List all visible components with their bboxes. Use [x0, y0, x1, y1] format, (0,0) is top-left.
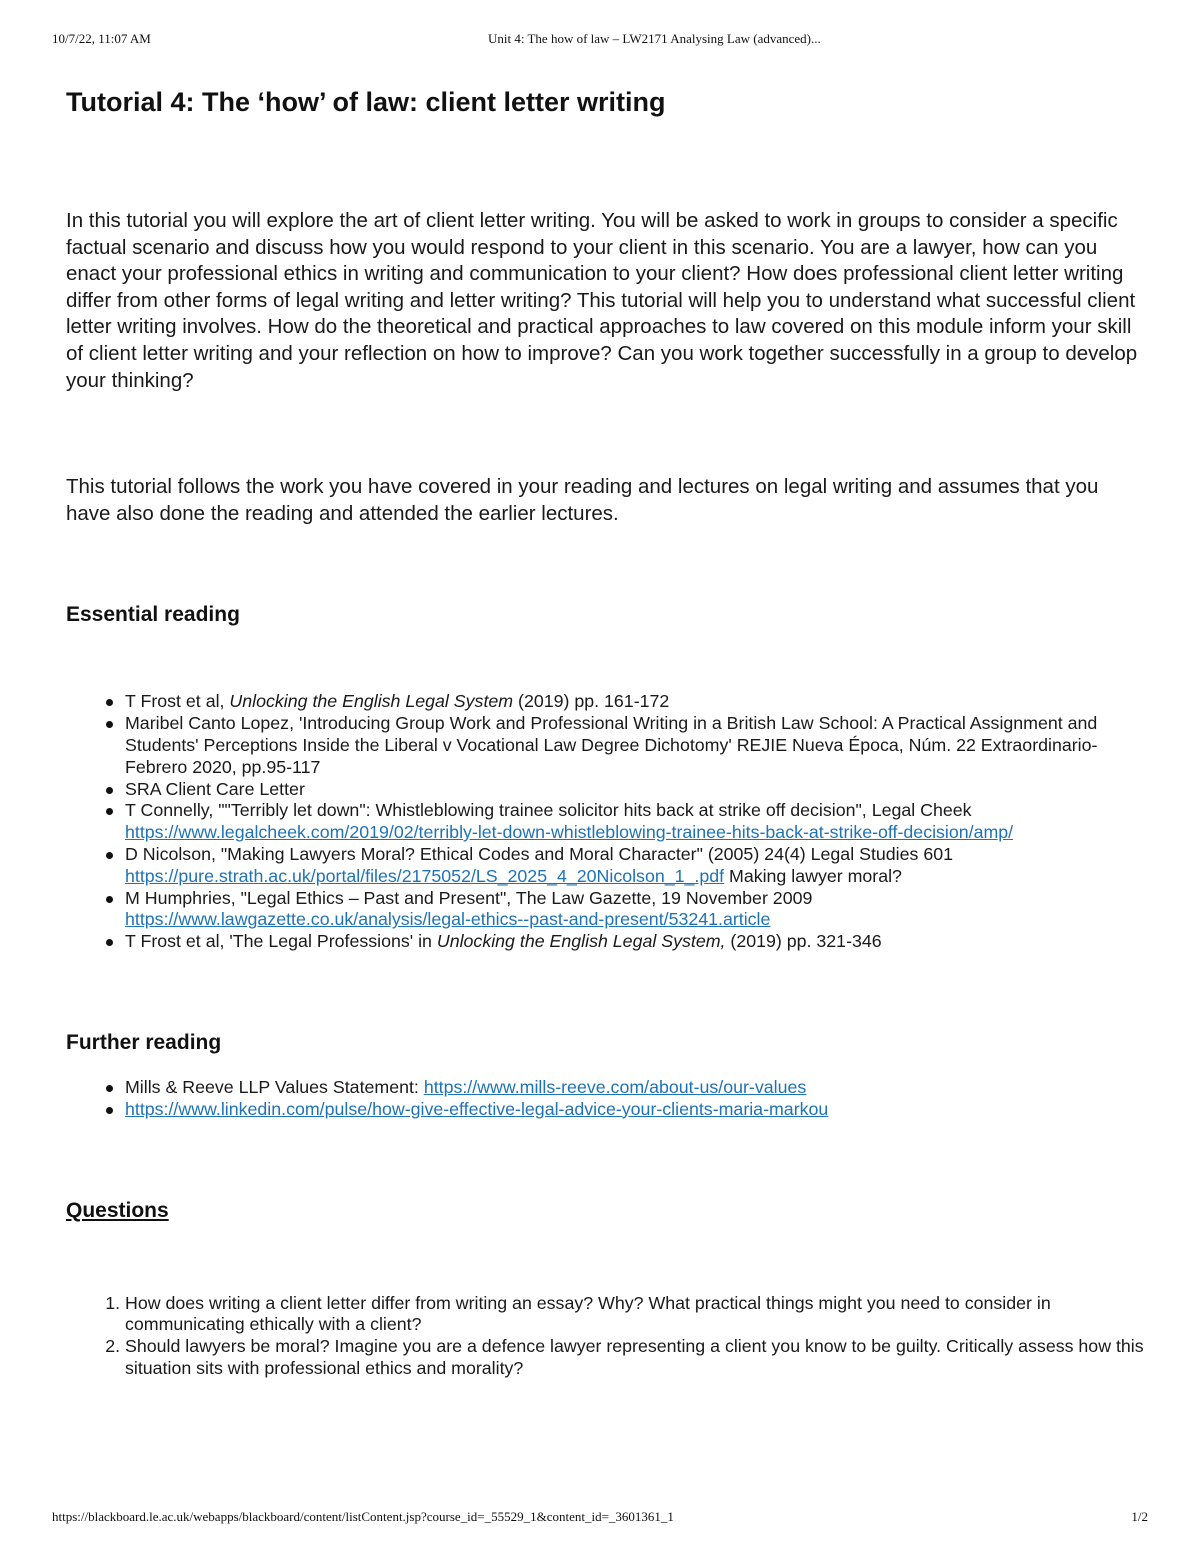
questions-list	[66, 1293, 1150, 1380]
list-item: T Connelly, ""Terribly let down": Whistleblowing trainee solicitor hits back at strike off decision", Legal Cheek https://www.legalcheek.com/2019/02/terribly-let-down-whistleblowing-trainee-hits-back-at-strike-off-decision/amp/	[125, 800, 1150, 844]
page-title: Tutorial 4: The ‘how’ of law: client letter writing	[66, 87, 666, 117]
print-date: 10/7/22, 11:07 AM	[52, 31, 151, 46]
list-item: T Frost et al, Unlocking the English Legal System (2019) pp. 161-172	[125, 691, 1150, 713]
linkedin-link[interactable]: https://www.linkedin.com/pulse/how-give-effective-legal-advice-your-clients-maria-markou	[125, 1098, 829, 1119]
page-content	[66, 84, 1146, 1380]
follows-paragraph: This tutorial follows the work you have covered in your reading and lectures on legal writing and assumes that you have also done the reading and attended the earlier lectures.	[66, 475, 1099, 525]
list-item: Maribel Canto Lopez, 'Introducing Group Work and Professional Writing in a British Law School: A Practical Assignment and Students' Perceptions Inside the Liberal v Vocational Law Degree Dichotomy' REJIE Nueva Época, Núm. 22 Extraordinario-Febrero 2020, pp.95-117	[125, 713, 1150, 778]
legal-cheek-link[interactable]: https://www.legalcheek.com/2019/02/terribly-let-down-whistleblowing-trainee-hits-back-at-strike-off-decision/amp/	[125, 822, 1014, 843]
law-gazette-link[interactable]: https://www.lawgazette.co.uk/analysis/legal-ethics--past-and-present/53241.article	[125, 909, 771, 930]
list-item: D Nicolson, "Making Lawyers Moral? Ethical Codes and Moral Character" (2005) 24(4) Legal Studies 601 https://pure.strath.ac.uk/portal/files/2175052/LS_2025_4_20Nicolson_1_.pdf Making lawyer moral?	[125, 844, 1150, 888]
print-url: https://blackboard.le.ac.uk/webapps/blackboard/content/listContent.jsp?course_id=_55529_1&content_id=_3601361_1	[52, 1509, 674, 1524]
question-item: 2. Should lawyers be moral? Imagine you are a defence lawyer representing a client you know to be guilty. Critically assess how this situation sits with professional ethics and morality?	[125, 1336, 1150, 1380]
page-number: 1/2	[1131, 1509, 1148, 1524]
list-item	[125, 1099, 1146, 1121]
print-page-title: Unit 4: The how of law – LW2171 Analysing Law (advanced)...	[488, 31, 821, 46]
questions-heading: Questions	[66, 1198, 169, 1222]
question-item: 1. How does writing a client letter differ from writing an essay? Why? What practical things might you need to consider in communicating ethically with a client?	[125, 1293, 1150, 1337]
further-reading-heading: Further reading	[66, 1030, 222, 1054]
list-item: SRA Client Care Letter	[125, 779, 1150, 801]
intro-paragraph: In this tutorial you will explore the art of client letter writing. You will be asked to work in groups to consider a specific factual scenario and discuss how you would respond to your client in this scenario. You are a lawyer, how can you enact your professional ethics in writing and communication to your client? How does professional client letter writing differ from other forms of legal writing and letter writing? This tutorial will help you to understand what successful client letter writing involves. How do the theoretical and practical approaches to law covered on this module inform your skill of client letter writing and your reflection on how to improve? Can you work together successfully in a group to develop your thinking?	[66, 209, 1138, 392]
essential-reading-list	[66, 691, 1150, 953]
nicolson-pdf-link[interactable]: https://pure.strath.ac.uk/portal/files/2175052/LS_2025_4_20Nicolson_1_.pdf	[125, 865, 725, 886]
further-reading-list	[66, 1077, 1146, 1121]
list-item: M Humphries, "Legal Ethics – Past and Present", The Law Gazette, 19 November 2009 https://www.lawgazette.co.uk/analysis/legal-ethics--past-and-present/53241.article	[125, 888, 1150, 932]
list-item: T Frost et al, 'The Legal Professions' in Unlocking the English Legal System, (2019) pp. 321-346	[125, 931, 1150, 953]
list-item: Mills & Reeve LLP Values Statement: https://www.mills-reeve.com/about-us/our-values	[125, 1077, 1146, 1099]
essential-reading-heading: Essential reading	[66, 603, 240, 627]
mills-reeve-link[interactable]: https://www.mills-reeve.com/about-us/our-values	[423, 1076, 807, 1097]
